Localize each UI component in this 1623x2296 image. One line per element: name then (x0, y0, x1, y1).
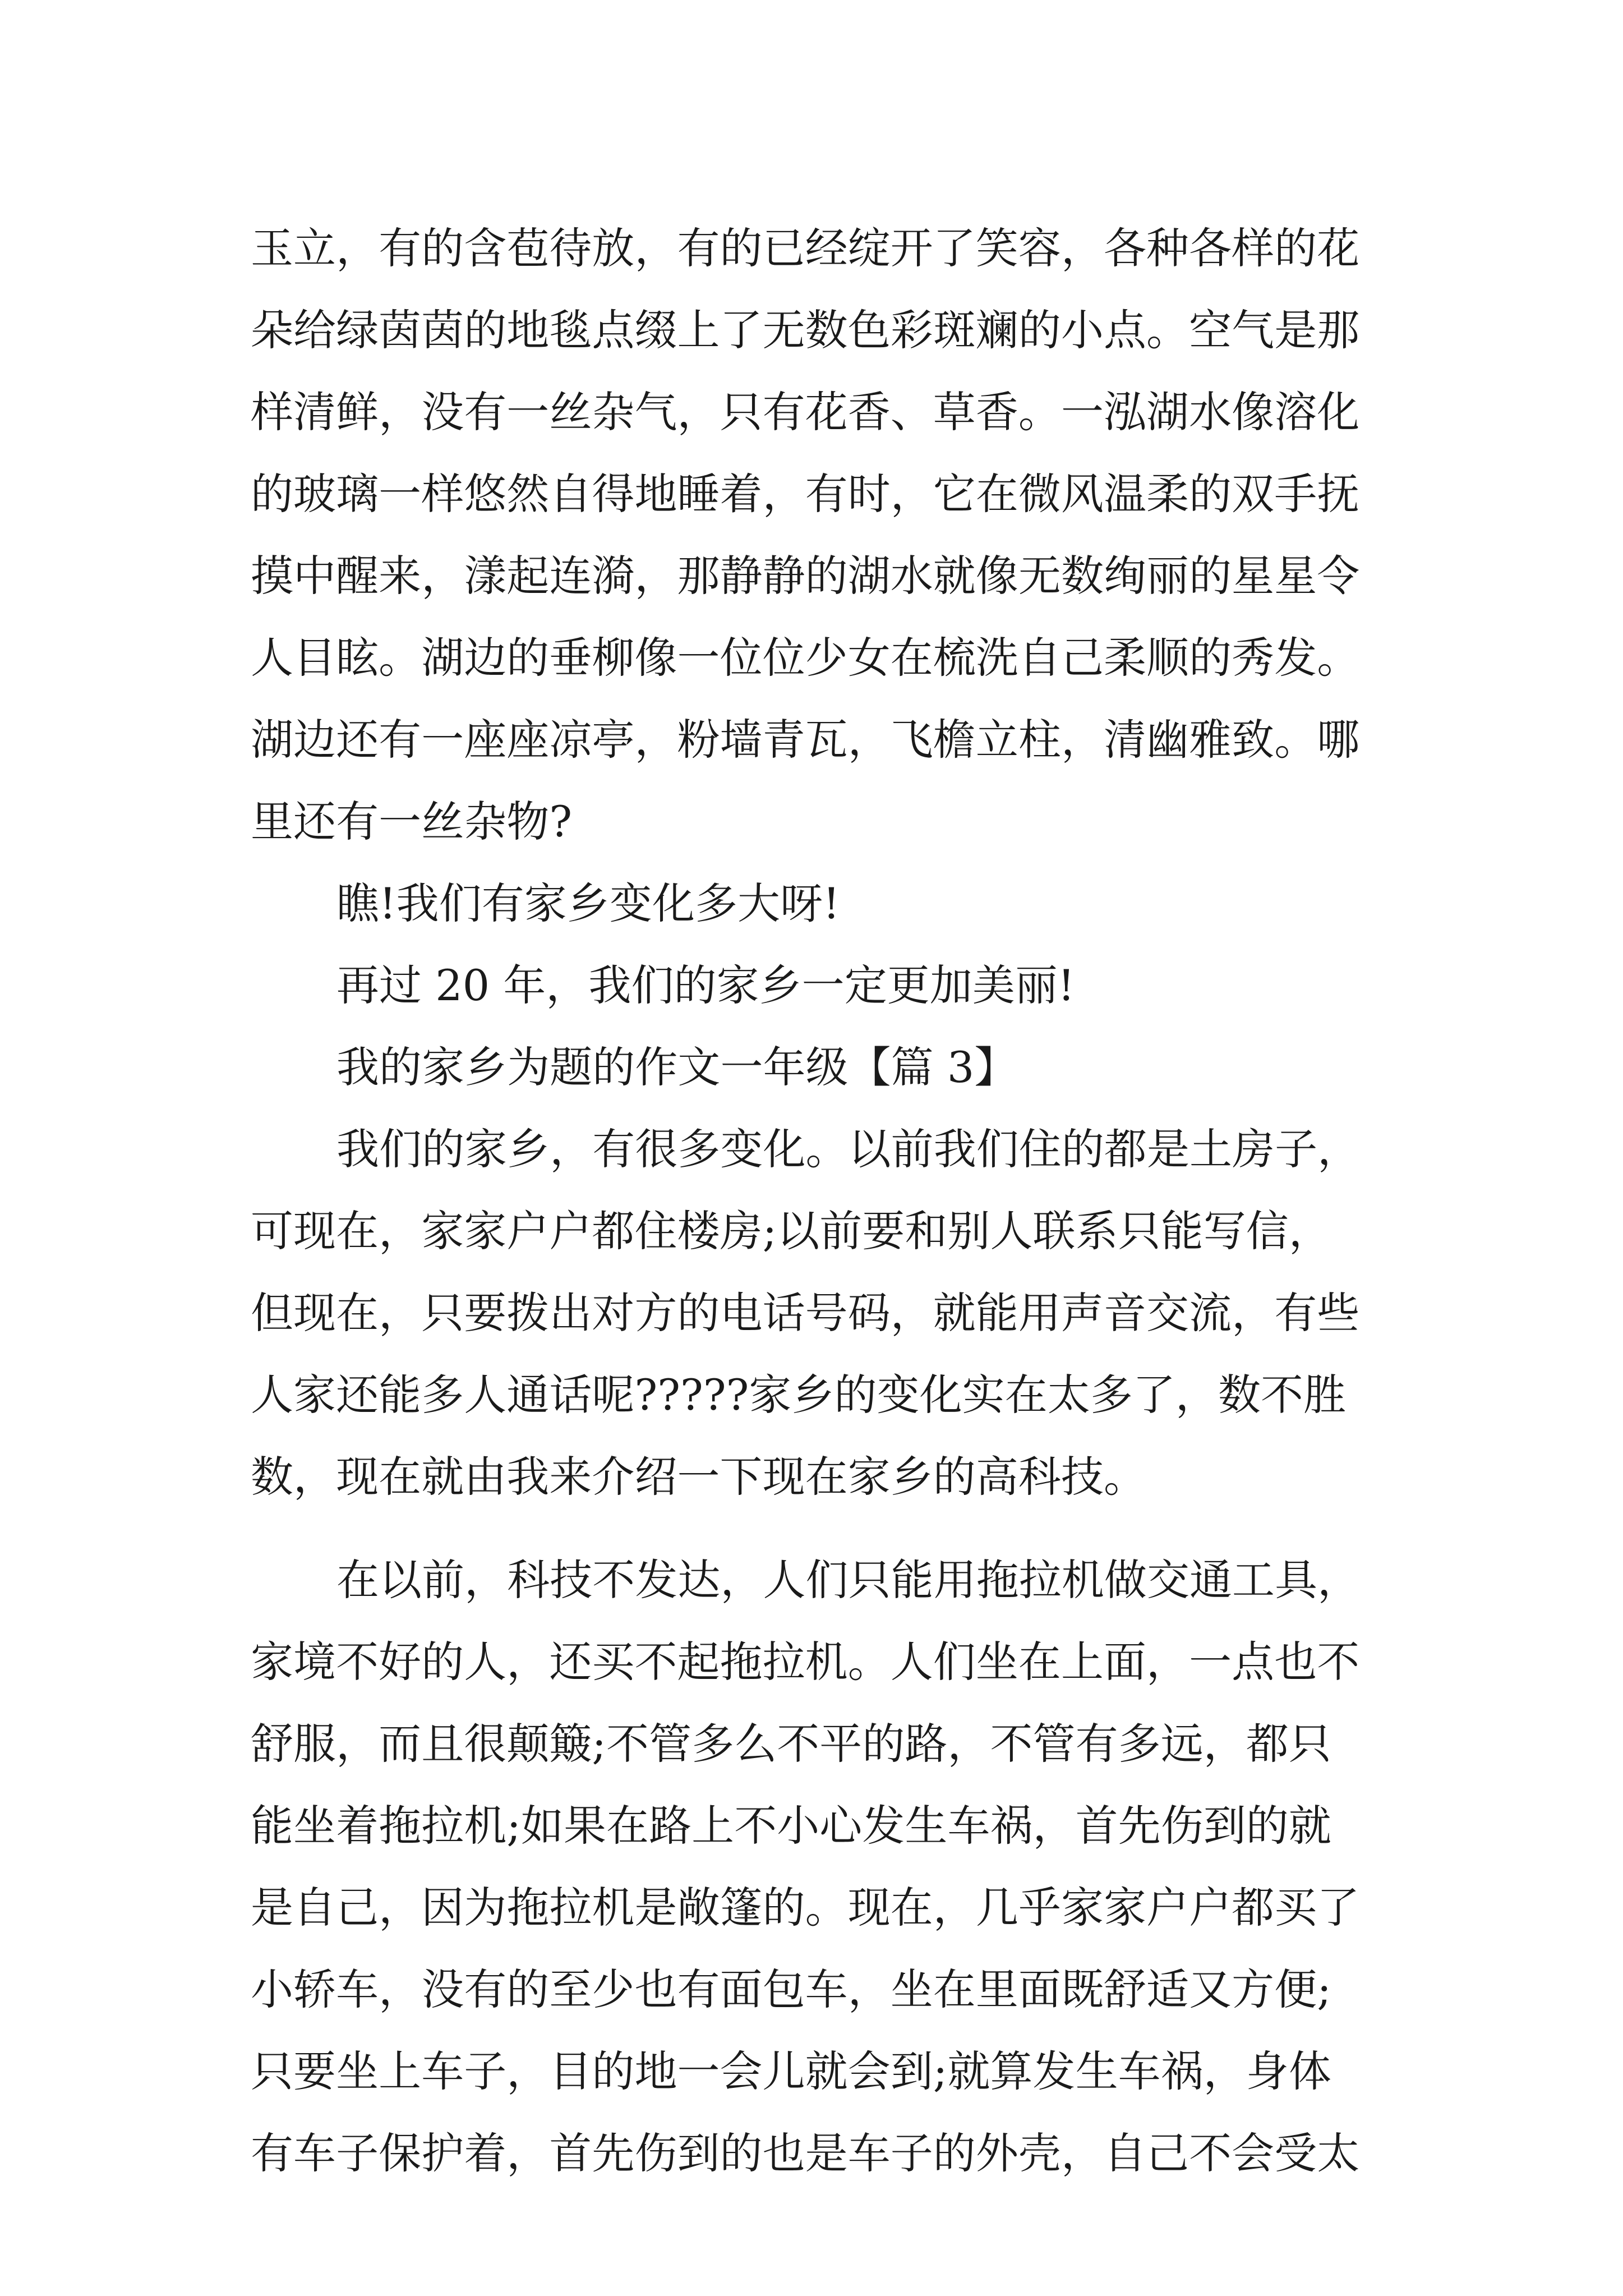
text-line: 我们的家乡，有很多变化。以前我们住的都是土房子， (336, 1124, 1361, 1174)
text-line: 家境不好的人，还买不起拖拉机。人们坐在上面，一点也不 (251, 1637, 1360, 1687)
text-line: 在以前，科技不发达，人们只能用拖拉机做交通工具， (336, 1555, 1361, 1605)
text-line: 里还有一丝杂物? (251, 797, 573, 846)
text-line: 瞧!我们有家乡变化多大呀! (336, 878, 840, 928)
text-line: 能坐着拖拉机;如果在路上不小心发生车祸，首先伤到的就 (251, 1801, 1331, 1851)
text-line: 但现在，只要拨出对方的电话号码，就能用声音交流，有些 (251, 1288, 1360, 1338)
text-line: 样清鲜，没有一丝杂气，只有花香、草香。一泓湖水像溶化 (251, 387, 1360, 437)
text-line: 的玻璃一样悠然自得地睡着，有时，它在微风温柔的双手抚 (251, 469, 1360, 519)
text-line: 湖边还有一座座凉亭，粉墙青瓦，飞檐立柱，清幽雅致。哪 (251, 715, 1360, 765)
text-line: 再过 20 年，我们的家乡一定更加美丽! (336, 960, 1075, 1010)
text-line: 有车子保护着，首先伤到的也是车子的外壳，自己不会受太 (251, 2128, 1360, 2178)
text-line: 摸中醒来，漾起连漪，那静静的湖水就像无数绚丽的星星令 (251, 551, 1360, 601)
text-line: 人家还能多人通话呢?????家乡的变化实在太多了，数不胜 (251, 1370, 1347, 1420)
text-line: 数，现在就由我来介绍一下现在家乡的高科技。 (251, 1452, 1147, 1502)
text-line: 只要坐上车子，目的地一会儿就会到;就算发生车祸，身体 (251, 2046, 1331, 2096)
text-line: 玉立，有的含苞待放，有的已经绽开了笑容，各种各样的花 (251, 223, 1360, 273)
text-line: 可现在，家家户户都住楼房;以前要和别人联系只能写信， (251, 1206, 1331, 1256)
section-heading: 我的家乡为题的作文一年级【篇 3】 (336, 1042, 1017, 1092)
text-line: 朵给绿茵茵的地毯点缀上了无数色彩斑斓的小点。空气是那 (251, 305, 1360, 355)
text-line: 小轿车，没有的至少也有面包车，坐在里面既舒适又方便; (251, 1964, 1331, 2014)
text-line: 人目眩。湖边的垂柳像一位位少女在梳洗自己柔顺的秀发。 (251, 633, 1360, 683)
text-line: 舒服，而且很颠簸;不管多么不平的路，不管有多远，都只 (251, 1719, 1331, 1769)
text-line: 是自己，因为拖拉机是敞篷的。现在，几乎家家户户都买了 (251, 1883, 1360, 1932)
